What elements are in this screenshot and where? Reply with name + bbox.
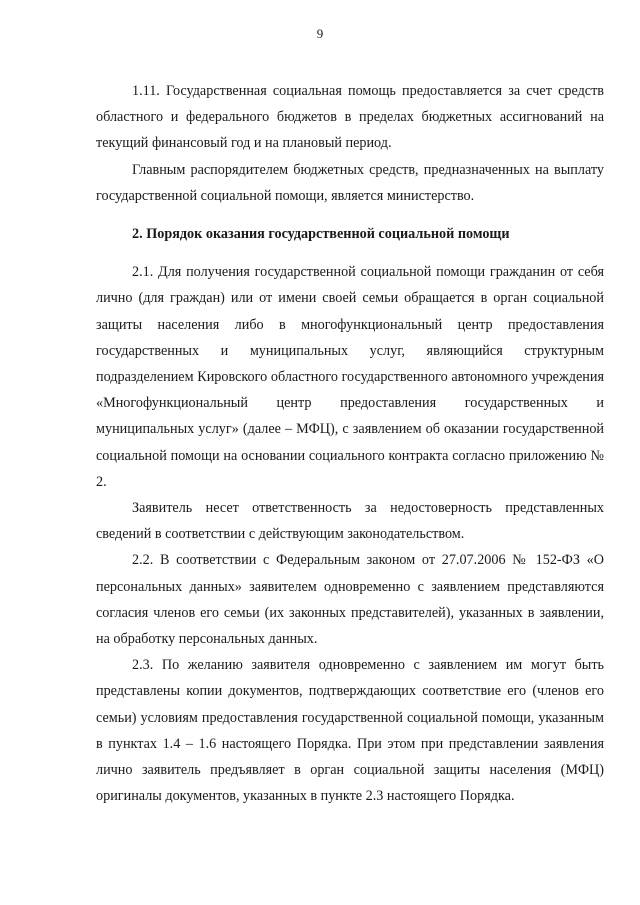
paragraph-budget-manager: Главным распорядителем бюджетных средств, предназначенных на выплату государственной социальной помощи, является министерство. (96, 161, 604, 204)
paragraph-2-1: 2.1. Для получения государственной социальной помощи гражданин от себя лично (для граждан) или от имени своей семьи обращается в орган социальной защиты населения либо в многофункциональный центр предоставления государственных и муниципальных услуг, являющийся структурным подразделением Кировского областного государственного автономного учреждения «Многофункциональный центр предоставления государственных и муниципальных услуг» (далее – МФЦ), с заявлением об оказании государственной социальной помощи на основании социального контракта согласно приложению № 2. (96, 264, 604, 490)
paragraph-applicant-responsibility: Заявитель несет ответственность за недостоверность представленных сведений в соответствии с действующим законодательством. (96, 500, 604, 543)
document-body (96, 78, 604, 809)
paragraph-2-2: 2.2. В соответствии с Федеральным законом от 27.07.2006 № 152-ФЗ «О персональных данных» заявителем одновременно с заявлением представляются согласия членов его семьи (их законных представителей), указанных в заявлении, на обработку персональных данных. (96, 552, 604, 648)
paragraph-2-3: 2.3. По желанию заявителя одновременно с заявлением им могут быть представлены копии документов, подтверждающих соответствие его (членов его семьи) условиям предоставления государственной социальной помощи, указанным в пунктах 1.4 – 1.6 настоящего Порядка. При этом при представлении заявления лично заявитель предъявляет в орган социальной защиты населения (МФЦ) оригиналы документов, указанных в пункте 2.3 настоящего Порядка. (96, 657, 604, 805)
section-heading-2: 2. Порядок оказания государственной социальной помощи (132, 226, 510, 243)
paragraph-1-11: 1.11. Государственная социальная помощь предоставляется за счет средств областного и федерального бюджетов в пределах бюджетных ассигнований на текущий финансовый год и на плановый период. (96, 83, 604, 152)
page-number: 9 (316, 26, 324, 41)
